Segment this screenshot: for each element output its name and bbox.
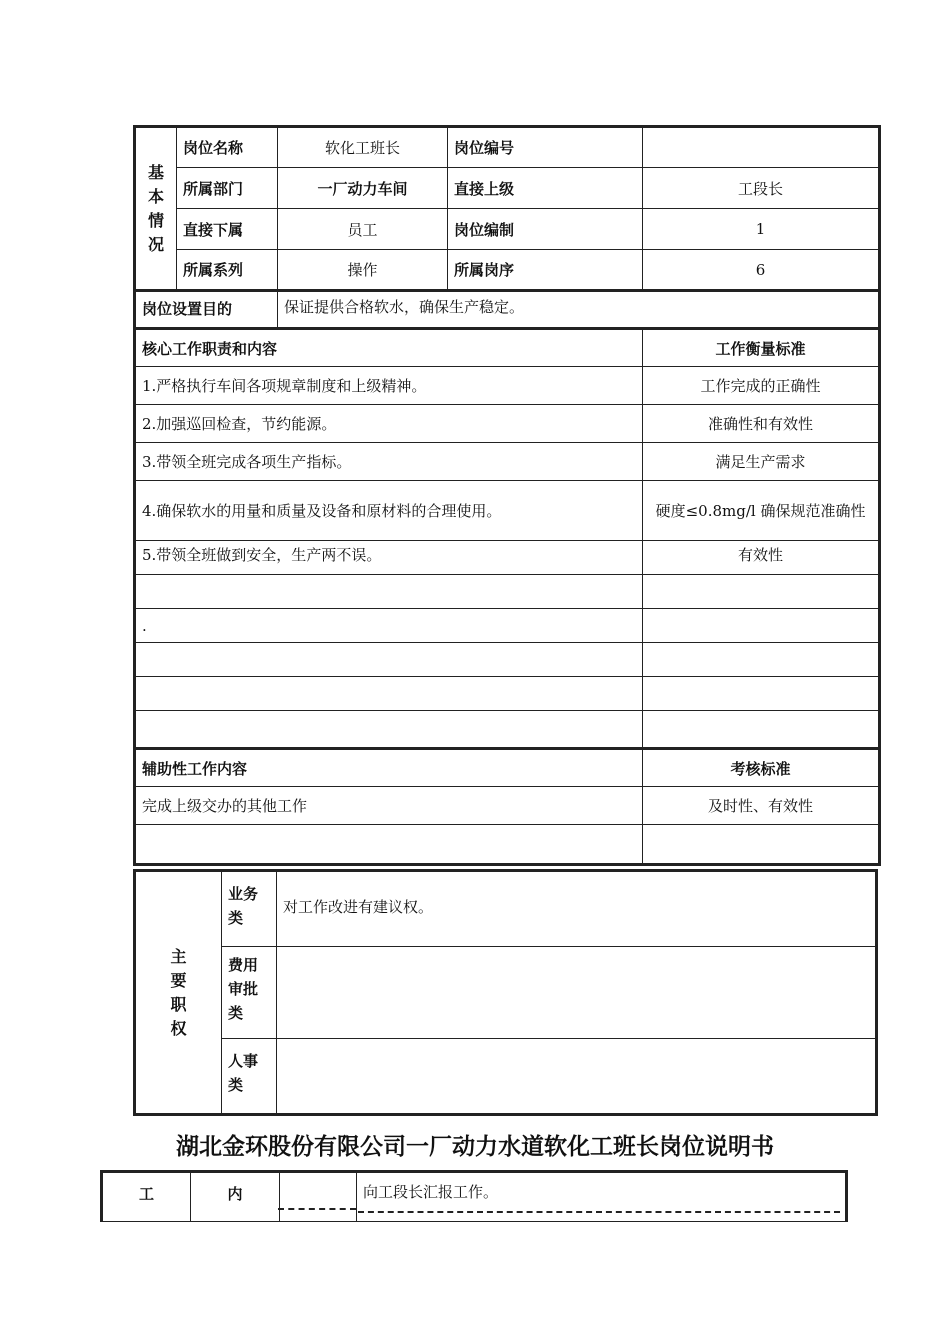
duty-item	[135, 575, 643, 609]
dashed-divider	[278, 1208, 356, 1210]
aux-duty-item	[135, 825, 643, 865]
dashed-divider	[358, 1211, 840, 1213]
duty-item: .	[135, 609, 643, 643]
authority-content	[277, 947, 877, 1039]
field-value: 一厂动力车间	[278, 168, 448, 209]
reporting-content: 向工段长汇报工作。	[357, 1172, 847, 1222]
authority-content	[277, 1039, 877, 1115]
standard-item	[643, 575, 880, 609]
authority-label: 主 要 职 权	[135, 871, 222, 1115]
duty-item: 5.带领全班做到安全，生产两不误。	[135, 541, 643, 575]
field-value: 软化工班长	[278, 127, 448, 168]
duty-item: 1.严格执行车间各项规章制度和上级精神。	[135, 367, 643, 405]
authority-category: 费用审批类	[222, 947, 277, 1039]
purpose-value: 保证提供合格软水，确保生产稳定。	[278, 291, 880, 329]
aux-standard-header: 考核标准	[643, 749, 880, 787]
aux-duty-item: 完成上级交办的其他工作	[135, 787, 643, 825]
duty-item: 4.确保软水的用量和质量及设备和原材料的合理使用。	[135, 481, 643, 541]
standard-item: 工作完成的正确性	[643, 367, 880, 405]
field-label: 岗位名称	[177, 127, 278, 168]
standard-item	[643, 711, 880, 749]
duty-item: 2.加强巡回检查，节约能源。	[135, 405, 643, 443]
job-description-table	[133, 125, 881, 866]
document-title: 湖北金环股份有限公司一厂动力水道软化工班长岗位说明书	[176, 1134, 774, 1160]
basic-info-label: 基 本 情 况	[135, 127, 177, 291]
aux-duties-header: 辅助性工作内容	[135, 749, 643, 787]
standard-item: 有效性	[643, 541, 880, 575]
duty-item	[135, 643, 643, 677]
core-standard-header: 工作衡量标准	[643, 329, 880, 367]
field-value: 员工	[278, 209, 448, 250]
field-value	[643, 127, 880, 168]
field-label: 直接下属	[177, 209, 278, 250]
field-value: 6	[643, 250, 880, 291]
purpose-label: 岗位设置目的	[135, 291, 278, 329]
standard-item: 满足生产需求	[643, 443, 880, 481]
aux-standard-item	[643, 825, 880, 865]
standard-item	[643, 609, 880, 643]
reporting-table	[100, 1170, 848, 1222]
duty-item: 3.带领全班完成各项生产指标。	[135, 443, 643, 481]
field-label: 所属岗序	[448, 250, 643, 291]
field-label: 岗位编制	[448, 209, 643, 250]
field-label: 所属系列	[177, 250, 278, 291]
duty-item	[135, 677, 643, 711]
standard-item	[643, 677, 880, 711]
field-label: 直接上级	[448, 168, 643, 209]
authority-table	[133, 869, 878, 1116]
standard-item	[643, 643, 880, 677]
authority-category: 业务类	[222, 871, 277, 947]
blank-cell	[280, 1172, 357, 1222]
authority-content: 对工作改进有建议权。	[277, 871, 877, 947]
field-value: 1	[643, 209, 880, 250]
field-label: 岗位编号	[448, 127, 643, 168]
content-label: 内	[191, 1172, 280, 1222]
field-value: 工段长	[643, 168, 880, 209]
duty-item	[135, 711, 643, 749]
core-duties-header: 核心工作职责和内容	[135, 329, 643, 367]
aux-standard-item: 及时性、有效性	[643, 787, 880, 825]
field-value: 操作	[278, 250, 448, 291]
field-label: 所属部门	[177, 168, 278, 209]
standard-item: 硬度≤0.8mg/l 确保规范准确性	[643, 481, 880, 541]
standard-item: 准确性和有效性	[643, 405, 880, 443]
work-label: 工	[102, 1172, 191, 1222]
authority-category: 人事类	[222, 1039, 277, 1115]
